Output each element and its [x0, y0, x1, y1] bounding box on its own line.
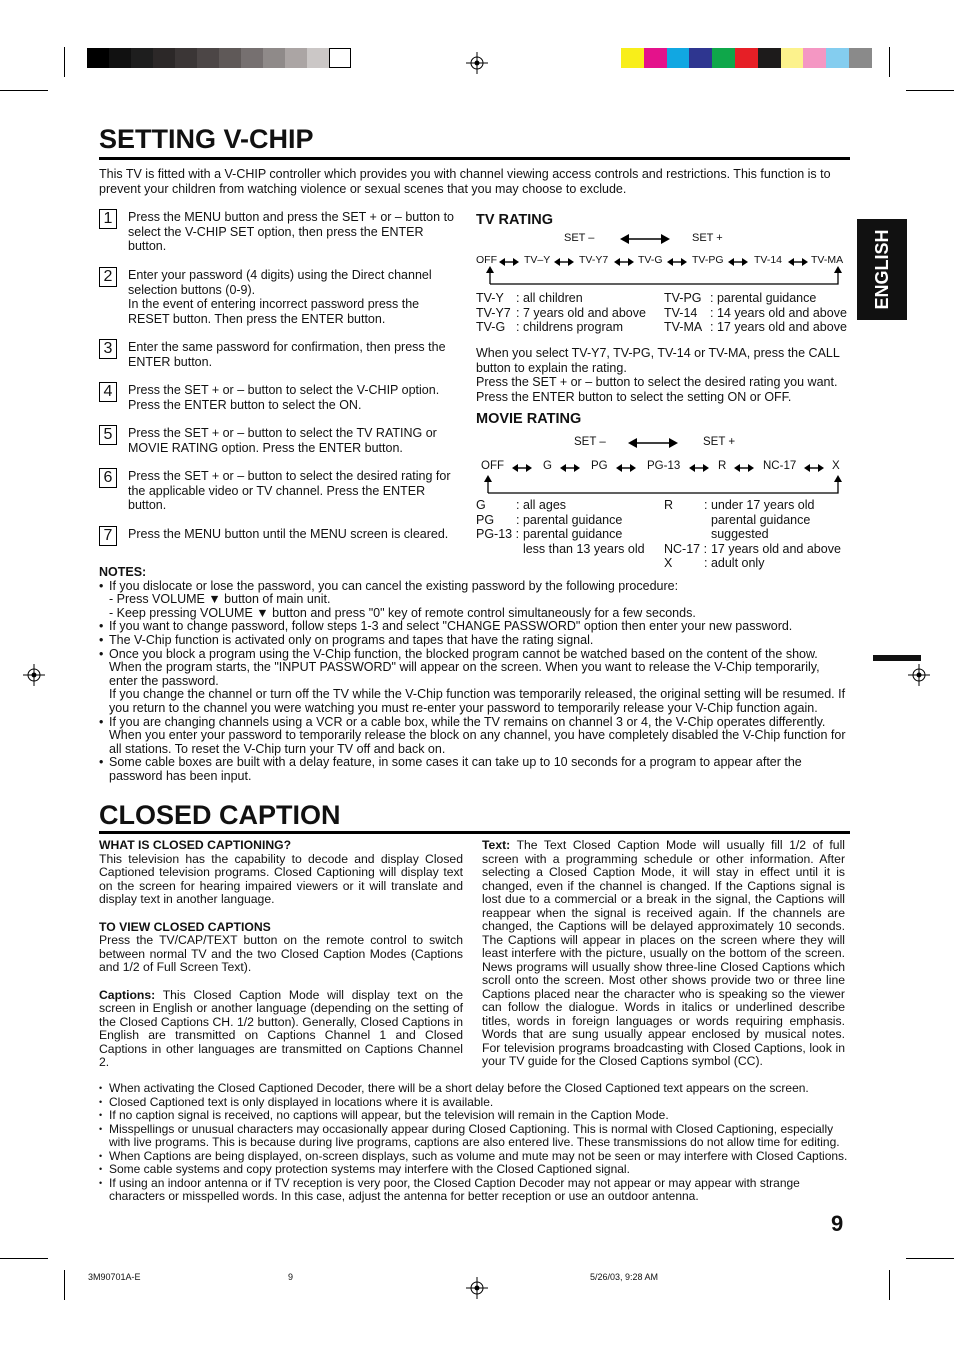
movie-legend-right-vals: : under 17 years old parental guidance suggested 17 years old and above : adult only: [704, 498, 841, 570]
registration-mark-icon: [466, 1277, 488, 1299]
notes-section: [99, 566, 849, 784]
page-title-cc: CLOSED CAPTION: [99, 800, 341, 830]
rating-option: TV-MA: [811, 254, 844, 266]
registration-mark-icon: [23, 664, 45, 686]
page-number: 9: [831, 1211, 844, 1236]
note-subitem: - Press VOLUME ▼ button of main unit.: [109, 592, 331, 607]
tv-legend-right: [664, 291, 847, 335]
tv-legend-key: TV-PG: [664, 291, 702, 305]
color-swatch: [803, 48, 826, 68]
cc-what-text: This television has the capability to decode and display Closed Captioned television programs. Closed Captioning will display text on the screen for hearing impaired viewers or it will translate and display text in another language.: [99, 851, 463, 906]
color-swatch: [735, 48, 758, 68]
cc-bullet: • When Captions are being displayed, on-screen displays, such as volume and mute may not be seen or may interfere with Closed Captions.: [99, 1150, 849, 1164]
movie-legend-left-keys: G PG PG-13 :: [476, 498, 520, 541]
crop-mark: [0, 1258, 48, 1259]
cc-view-heading: TO VIEW CLOSED CAPTIONS: [99, 919, 271, 934]
color-swatch: [621, 48, 644, 68]
step-text: Press the MENU button and press the SET + or – button to select the V-CHIP SET option, then press the ENTER button.: [128, 210, 454, 253]
color-swatch: [175, 48, 197, 68]
color-swatch: [644, 48, 667, 68]
step-text: Enter your password (4 digits) using the Direct channel selection buttons (0-9). In the event of entering incorrect password press the RESET button. Then press the ENTER button.: [128, 268, 432, 326]
registration-mark-icon: [466, 52, 488, 74]
registration-mark-icon: [908, 664, 930, 686]
page-title-vchip: SETTING V-CHIP: [99, 124, 314, 154]
loop-arrow: [482, 471, 844, 495]
cc-text-text: The Text Closed Caption Mode will usually fill 1/2 of full screen with a programming schedule or other information. After selecting a Closed Caption Mode, it will stay in effect until it is changed, even if the channel is changed. If the Captions signal is lost due to a commercial or a break in the signal, the Captions will reappear when the signal is received again. If the channels are changed, the Captions will be delayed approximately 10 seconds. The Captions will appear in places on the screen where they will least interfere with the picture, usually on the bottom of the screen. News programs will usually show three-line Closed Captions which scroll onto the screen. Most other shows provide two or three line Captions placed near the character who is speaking so the viewer can follow the dialogue. Words in italics or underlined describe titles, words in foreign languages or words requiring emphasis. Words that are sung usually appear enclosed by musical notes. For television programs broadcasting with Closed Captions, look in your TV guide for the Closed Captions symbol (CC).: [482, 838, 845, 1068]
rating-option: OFF: [481, 460, 504, 472]
rating-option: TV-Y7: [579, 254, 609, 266]
cc-captions-text: This Closed Caption Mode will display text on the screen in English or another language (depending on the setting of the Closed Captions CH. 1/2 button). Generally, Closed Captions in English are transmitted on Captions Channel 1 and Closed Captions in other languages are transmitted on Captions Channel 2.: [99, 987, 463, 1069]
cc-bullet: • Closed Captioned text is only displayed in locations where it is available.: [99, 1096, 849, 1110]
step-number: 6: [99, 468, 117, 488]
color-swatch: [849, 48, 872, 68]
tv-rating-note: When you select TV-Y7, TV-PG, TV-14 or TV-MA, press the CALL button to explain the rating. Press the SET + or – button to select the desired rating you want. Press the ENTER button to select the setting ON or OFF.: [476, 346, 840, 404]
color-swatch: [87, 48, 109, 68]
cc-bullet: • If no caption signal is received, no captions will appear, but the television will remain in the Caption Mode.: [99, 1109, 849, 1123]
crop-mark: [64, 1270, 65, 1300]
title-rule: [99, 831, 850, 834]
cc-bullet: • Some cable systems and copy protection systems may interfere with the Closed Captioned signal.: [99, 1163, 849, 1177]
set-minus-label: SET –: [574, 436, 606, 448]
note-item: • If you are changing channels using a VCR or a cable box, while the TV remains on channel 3 or 4, the V-Chip operates differently. When you enter your password to temporarily release the block on any channel, you have completely disabled the V-Chip function for all stations. To reset the V-Chip turn your TV off and back on.: [99, 716, 849, 757]
title-rule: [99, 157, 850, 160]
tv-legend-key: TV-MA: [664, 320, 703, 335]
cc-text-label: Text:: [482, 838, 511, 852]
footer-code: 3M90701A-E: [88, 1272, 141, 1282]
movie-rating-heading: MOVIE RATING: [476, 411, 582, 427]
step-text: Press the SET + or – button to select the desired rating for the applicable video or TV channel. Press the ENTER button.: [128, 469, 451, 512]
crop-mark: [889, 47, 890, 77]
side-marker: [873, 655, 921, 661]
cc-bullets: [99, 1082, 849, 1204]
crop-mark: [906, 90, 954, 91]
note-subitem: - Keep pressing VOLUME ▼ button and press "0" key of remote control simultaneously for a few seconds.: [109, 605, 696, 620]
intro-text: This TV is fitted with a V-CHIP controller which provides you with channel viewing access controls and restrictions. This function is to prevent your children from watching violence or sexual scenes that you may choose to exclude.: [99, 167, 831, 196]
tv-legend-key: TV-Y: [476, 291, 504, 305]
double-arrow-icon: [628, 437, 678, 449]
set-plus-label: SET +: [692, 232, 723, 244]
rating-option: PG-13: [647, 460, 681, 472]
color-swatch: [712, 48, 735, 68]
crop-mark: [889, 1270, 890, 1300]
crop-mark: [906, 1258, 954, 1259]
color-swatch: [826, 48, 849, 68]
color-swatch: [758, 48, 781, 68]
cc-right-column: [482, 839, 845, 1069]
language-tab: [857, 219, 907, 320]
note-item: • The V-Chip function is activated only on programs and tapes that have the rating signal.: [99, 634, 849, 648]
color-swatch: [197, 48, 219, 68]
rating-option: TV-G: [638, 254, 663, 266]
color-swatch: [153, 48, 175, 68]
note-item: • If you dislocate or lose the password, you can cancel the existing password by the following procedure:: [99, 580, 849, 594]
cc-bullet: • If using an indoor antenna or if TV reception is very poor, the Closed Caption Decoder may not appear or may appear with strange characters or misspelled words. In this case, adjust the antenna for better reception or use an outdoor antenna.: [99, 1177, 829, 1204]
color-swatch: [219, 48, 241, 68]
cc-view-text: Press the TV/CAP/TEXT button on the remote control to switch between normal TV and the two Closed Caption Modes (Captions and 1/2 of Full Screen Text).: [99, 933, 463, 974]
cc-what-heading: WHAT IS CLOSED CAPTIONING?: [99, 838, 292, 852]
color-swatch: [109, 48, 131, 68]
tv-legend-key: TV-14: [664, 305, 698, 320]
note-item: • If you want to change password, follow steps 1-3 and select "CHANGE PASSWORD" option then enter your new password.: [99, 620, 849, 634]
rating-option: G: [543, 460, 552, 472]
step-text: Press the MENU button until the MENU screen is cleared.: [128, 527, 449, 541]
tv-legend-left: [476, 291, 646, 335]
rating-option: OFF: [476, 254, 497, 266]
step-number: 4: [99, 382, 117, 402]
rating-option: TV-14: [754, 254, 783, 266]
footer-page: 9: [288, 1272, 294, 1282]
tv-legend-val: : childrens program: [516, 320, 623, 335]
color-swatch: [131, 48, 153, 68]
tv-legend-key: TV-Y7: [476, 305, 511, 320]
step-number: 5: [99, 425, 117, 445]
set-minus-label: SET –: [564, 232, 595, 244]
set-plus-label: SET +: [703, 436, 736, 448]
cc-bullet: • Misspellings or unusual characters may occasionally appear during Closed Captioning. This is normal with Closed Captioning, especially with live programs. This is because during live programs, captions are also entered live. These transmissions do not allow time for editing.: [99, 1123, 849, 1150]
note-item: • Some cable boxes are built with a delay feature, in some cases it can take up to 10 seconds for a program to appear after the password has been input.: [99, 756, 849, 783]
color-swatch: [781, 48, 804, 68]
double-arrow-icon: [620, 233, 670, 245]
crop-mark: [64, 47, 65, 77]
language-tab-label: ENGLISH: [872, 229, 892, 310]
color-swatch: [307, 48, 329, 68]
step-number: 2: [99, 267, 117, 287]
step-text: Press the SET + or – button to select the TV RATING or MOVIE RATING option. Press the ENTER button.: [128, 426, 437, 455]
step-number: 3: [99, 339, 117, 359]
rating-option: NC-17: [763, 460, 797, 472]
cc-captions-label: Captions:: [99, 987, 156, 1002]
notes-heading: NOTES:: [99, 565, 147, 579]
rating-option: PG: [591, 460, 608, 472]
color-swatch: [329, 48, 351, 68]
tv-legend-val: : 7 years old and above: [516, 305, 646, 320]
cc-left-column: [99, 839, 463, 1070]
step-text: Press the SET + or – button to select the V-CHIP option. Press the ENTER button to select the ON.: [128, 383, 440, 412]
tv-rating-heading: TV RATING: [476, 212, 554, 228]
cc-bullet: • When activating the Closed Captioned Decoder, there will be a short delay before the Closed Captioned text appears on the screen.: [99, 1082, 849, 1096]
footer-date: 5/26/03, 9:28 AM: [590, 1272, 659, 1282]
tv-legend-val: : parental guidance: [710, 291, 817, 305]
color-swatch: [689, 48, 712, 68]
rating-option: R: [718, 460, 727, 472]
color-swatch: [263, 48, 285, 68]
rating-option: X: [832, 460, 840, 472]
tv-legend-val: : 17 years old and above: [710, 320, 847, 335]
tv-legend-val: : 14 years old and above: [710, 305, 847, 320]
movie-legend-right-keys: R NC-17 : X: [664, 498, 708, 570]
rating-option: TV–Y: [524, 254, 551, 266]
color-swatch: [241, 48, 263, 68]
step-number: 7: [99, 526, 117, 546]
step-text: Enter the same password for confirmation, then press the ENTER button.: [128, 340, 446, 369]
note-item: • Once you block a program using the V-Chip function, the blocked program cannot be watched based on the content of the show. When the program starts, the "INPUT PASSWORD" will appear on the screen. When you want to release the V-Chip temporarily, enter the password.: [99, 648, 849, 689]
note-subitem: If you change the channel or turn off the TV while the V-Chip function was temporarily released, the original setting will be resumed. If you return to the channel you were watching you must re-enter your password to temporarily release your V-Chip function again.: [109, 687, 846, 715]
rating-option: TV-PG: [692, 254, 724, 266]
movie-legend-left-vals: : all ages : parental guidance parental guidance less than 13 years old: [516, 498, 645, 556]
color-swatch: [285, 48, 307, 68]
color-swatch: [667, 48, 690, 68]
crop-mark: [0, 90, 48, 91]
step-number: 1: [99, 209, 117, 229]
tv-legend-val: : all children: [516, 291, 583, 305]
tv-legend-key: TV-G: [476, 320, 506, 335]
loop-arrow: [484, 262, 844, 286]
